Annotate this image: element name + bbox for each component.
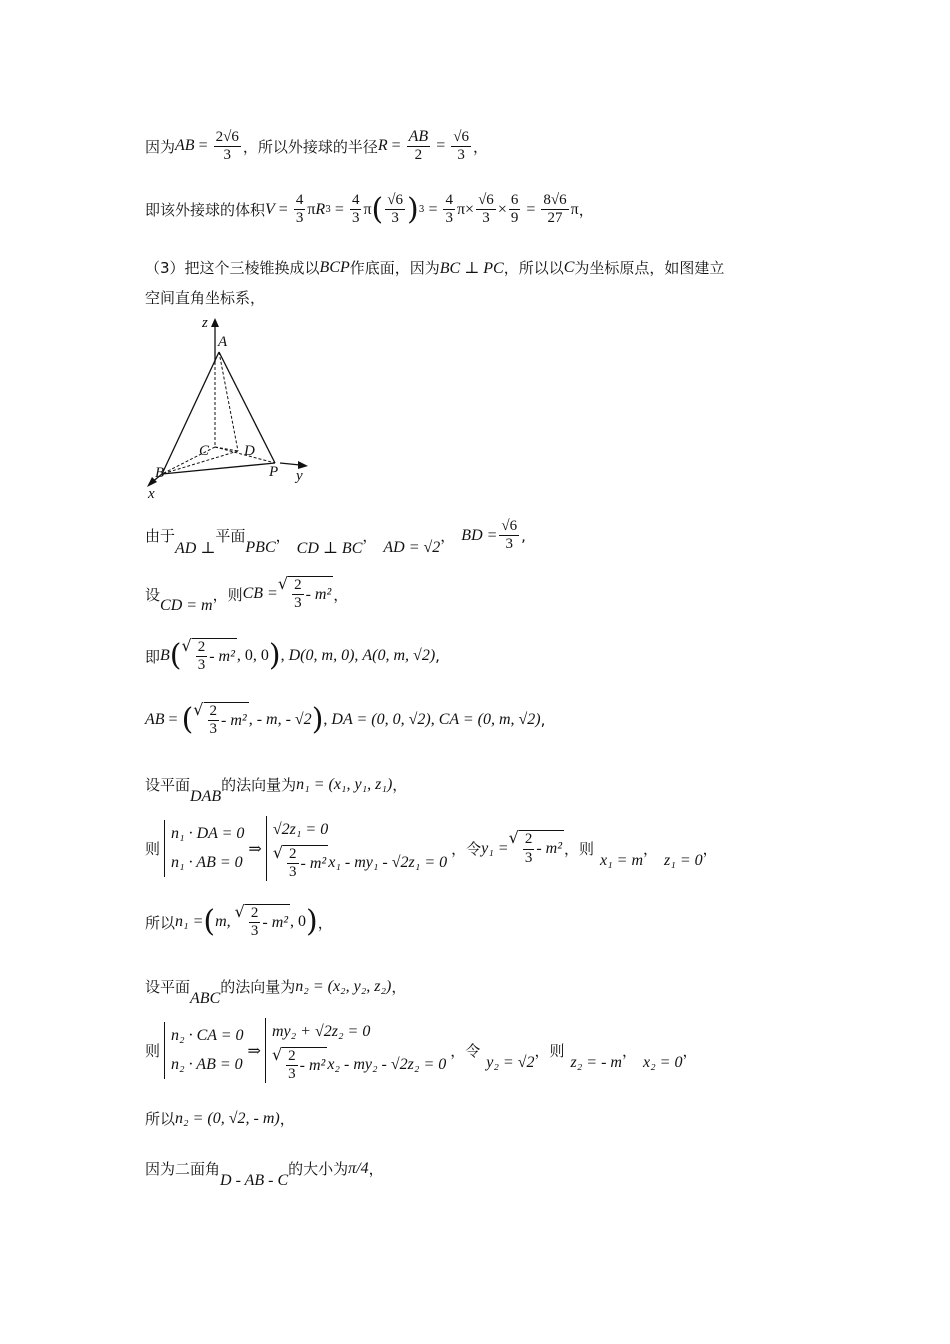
line-part3: （3）把这个三棱锥换成以 BCP 作底面，因为 BC ⊥ PC ，所以以 C 为坐标原点，如图建立 <box>145 258 725 277</box>
label-z: z <box>202 315 208 331</box>
line-given: 由于 AD ⊥ 平面 PBC ， CD ⊥ BC ， AD = √2 ， BD = $\frac{√6}{3}$ , <box>145 518 526 557</box>
math-ab: AB <box>175 137 195 155</box>
line-system1: 则 n₁ · DA = 0 n₁ · AB = 0 ⇒ √2z₁ = 0 √ $\frac{2}{3}$ - m² x₁ - my₁ - √2z₁ = 0 ，令 y₁ = √ $\frac{2}{3}$ - m² ，则 x₁ = m ， z₁ = 0 ， <box>145 816 718 881</box>
label-c: C <box>199 443 210 459</box>
line-system2: 则 n₂ · CA = 0 n₂ · AB = 0 ⇒ my₂ + √2z₂ = 0 √ $\frac{2}{3}$ - m² x₂ - my₂ - √2z₂ = 0 ，令 y₂ = √2 ，则 z₂ = - m ， x₂ = 0 ， <box>145 1018 697 1083</box>
line-ab-radius: 因为 AB = $\frac{2√6}{3}$ ，所以外接球的半径 R = $\frac{AB}{2}$ = $\frac{√6}{3}$ ， <box>145 128 488 164</box>
label-a: A <box>218 334 228 350</box>
line-plane-dab: 设平面 DAB 的法向量为 n₁ = (x₁, y₁, z₁) ， <box>145 775 408 805</box>
line-n2-result: 所以 n₂ = (0, √2, - m) ， <box>145 1109 295 1128</box>
fraction: $\frac{AB}{2}$ <box>408 128 429 164</box>
line-n1-result: 所以 n₁ = ( m, √ $\frac{2}{3}$ - m² , 0 ) ， <box>145 902 333 940</box>
label-d: D <box>244 443 255 459</box>
line-coord-system: 空间直角坐标系， <box>145 289 266 307</box>
label-x: x <box>148 486 155 502</box>
label-p: P <box>269 464 279 480</box>
label-b: B <box>155 465 165 481</box>
line-set-m: 设 CD = m ，则 CB = √ $\frac{2}{3}$ - m² ， <box>145 574 349 615</box>
fraction: $\frac{2√6}{3}$ <box>215 128 239 163</box>
line-dihedral: 因为二面角 D - AB - C 的大小为 π/4 ， <box>145 1159 384 1189</box>
label-y: y <box>296 468 303 484</box>
line-coords: 即 B ( √ $\frac{2}{3}$ - m² , 0, 0 ) , D(0, m, 0) , A(0, m, √2) , <box>145 636 440 674</box>
text: 因为 <box>145 137 176 156</box>
pyramid-figure <box>140 312 340 502</box>
fraction: $\frac{√6}{3}$ <box>453 128 469 163</box>
line-vectors: AB = ( √ $\frac{2}{3}$ - m² , - m, - √2 ) , DA = (0, 0, √2) , CA = (0, m, √2) , <box>145 700 546 738</box>
line-volume: 即该外接球的体积 V = $\frac{4}{3}$ π R 3 = $\frac{4}{3}$ π ( $\frac{√6}{3}$ ) 3 = $\frac{4}{3}$ π × $\frac{√6}{3}$ × $\frac{6}{9}$ = $\frac{8√6}{27}$ π ， <box>145 191 594 227</box>
line-plane-abc: 设平面 ABC 的法向量为 n₂ = (x₂, y₂, z₂) ， <box>145 977 407 1007</box>
